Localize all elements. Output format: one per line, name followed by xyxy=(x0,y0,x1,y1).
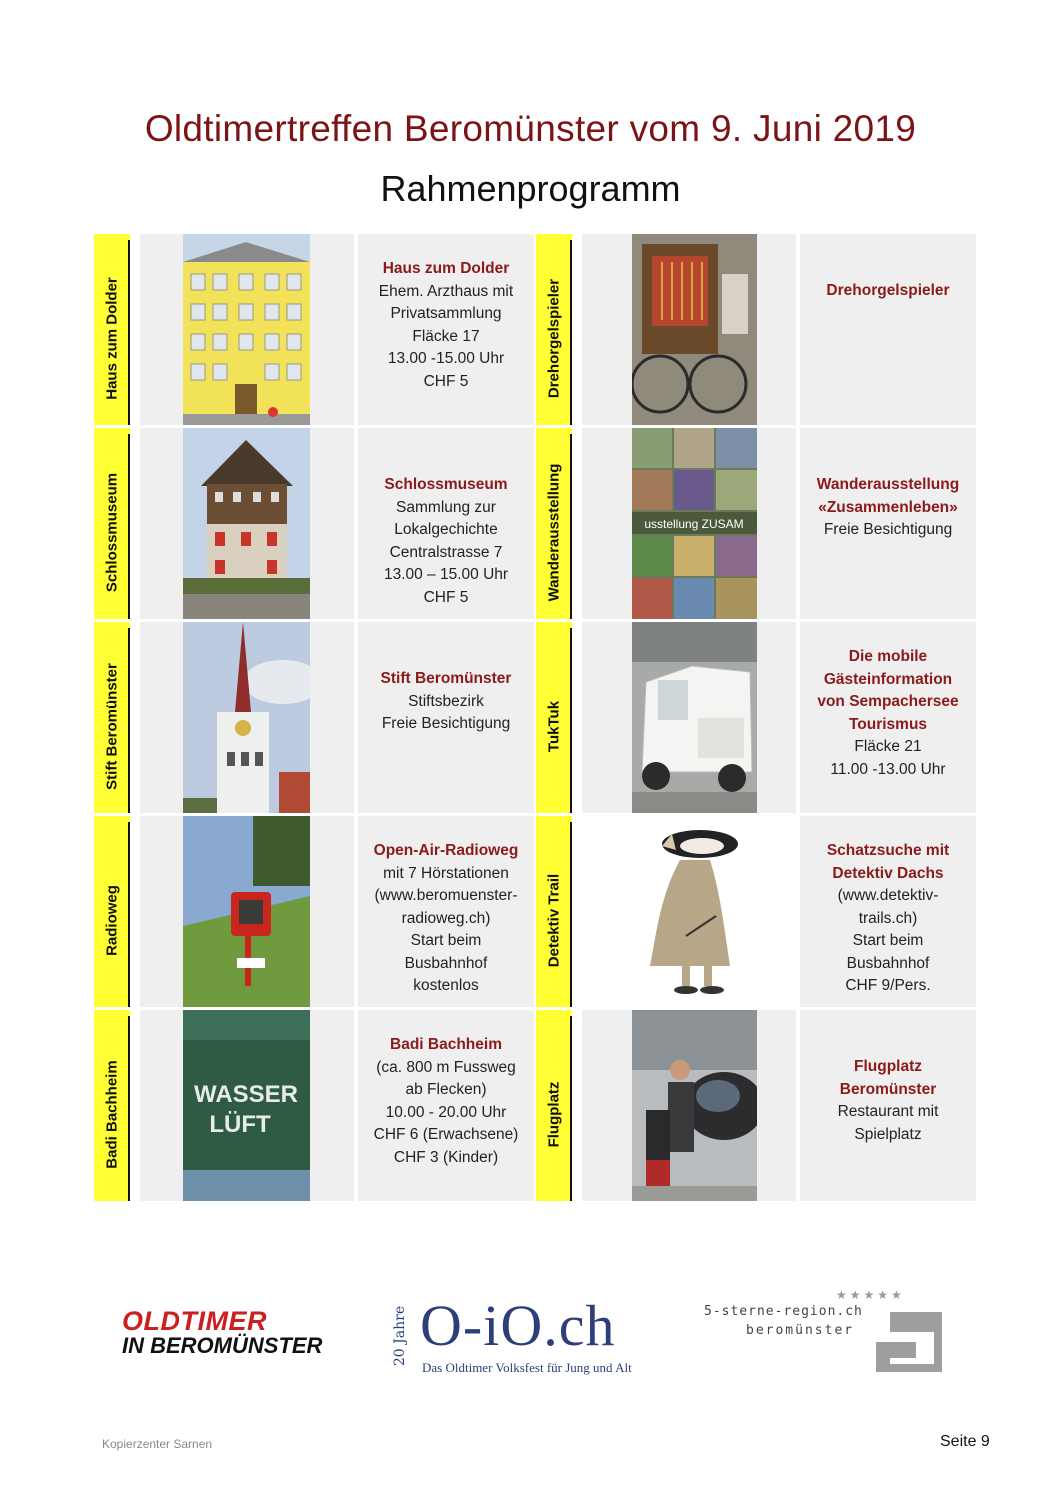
program-line: 11.00 -13.00 Uhr xyxy=(830,760,946,778)
oldtimer-logo: OLDTIMER IN BEROMÜNSTER xyxy=(122,1306,323,1358)
program-line: Spielplatz xyxy=(854,1125,922,1143)
program-line: CHF 5 xyxy=(423,372,469,390)
program-line: kostenlos xyxy=(413,977,479,994)
program-line: Stiftsbezirk xyxy=(408,692,484,710)
photo-detektiv-dachs xyxy=(620,816,770,1007)
program-head: Tourismus xyxy=(848,715,928,733)
photo-radioweg xyxy=(183,816,310,1007)
program-item-stift-beromuenster xyxy=(94,622,534,815)
photo-tuktuk xyxy=(632,622,757,813)
program-head: Drehorgelspieler xyxy=(826,282,950,299)
program-head: Schlossmuseum xyxy=(384,476,508,493)
program-head: Detektiv Dachs xyxy=(832,864,944,882)
program-line: mit 7 Hörstationen xyxy=(383,864,509,882)
program-line: CHF 6 (Erwachsene) xyxy=(373,1126,519,1143)
program-item-radioweg xyxy=(94,816,534,1009)
program-line: trails.ch) xyxy=(858,909,918,927)
program-item-badi-bachheim xyxy=(94,1010,534,1203)
program-line: (www.beromuenster- xyxy=(374,887,518,904)
program-head: Beromünster xyxy=(839,1080,937,1098)
program-line: (ca. 800 m Fussweg xyxy=(376,1058,516,1076)
program-item-schlossmuseum xyxy=(94,428,534,621)
footer-print-credit: Kopierzenter Sarnen xyxy=(102,1437,213,1451)
footer-logos xyxy=(0,1290,1061,1390)
sterne-region-logo: ★★★★★ 5-sterne-region.ch beromünster xyxy=(700,1290,950,1380)
program-text xyxy=(358,668,534,736)
strip-label: Badi Bachheim xyxy=(103,1060,121,1169)
photo-badi-bachheim xyxy=(183,1010,310,1201)
strip-label: Schlossmuseum xyxy=(103,472,121,593)
program-line: Busbahnhof xyxy=(404,954,488,972)
program-line: CHF 9/Pers. xyxy=(845,977,931,994)
program-line: Lokalgechichte xyxy=(394,521,498,538)
strip-label: Detektiv Trail xyxy=(545,873,563,968)
program-line: Restaurant mit xyxy=(837,1103,939,1120)
program-item-tuktuk xyxy=(536,622,976,815)
strip-label: Haus zum Dolder xyxy=(103,277,121,400)
program-line: Sammlung zur xyxy=(396,498,496,516)
program-text xyxy=(800,840,976,998)
program-line: Start beim xyxy=(410,932,482,949)
program-head: Open-Air-Radioweg xyxy=(373,842,519,859)
program-line: Freie Besichtigung xyxy=(381,715,511,732)
program-text xyxy=(358,474,534,609)
photo-drehorgelspieler xyxy=(632,234,757,425)
program-text xyxy=(358,258,534,393)
photo-text: usstellung ZUSAM xyxy=(644,517,744,531)
program-line: Centralstrasse 7 xyxy=(389,543,503,561)
program-head: Die mobile xyxy=(848,648,928,665)
program-line: CHF 5 xyxy=(423,588,469,606)
program-line: Ehem. Arzthaus mit xyxy=(378,282,514,300)
photo-schlossmuseum xyxy=(183,428,310,619)
program-line: Freie Besichtigung xyxy=(823,521,953,538)
oio-logo: 20 Jahre O-iO.ch Das Oldtimer Volksfest für Jung und Alt xyxy=(392,1293,632,1375)
program-head: Gästeinformation xyxy=(823,670,953,688)
strip-label: Drehorgelspieler xyxy=(545,278,563,399)
page-title: Oldtimertreffen Beromünster vom 9. Juni 2019 xyxy=(144,108,917,149)
strip-label: Flugplatz xyxy=(545,1081,563,1148)
program-text xyxy=(358,1034,534,1169)
program-item-wanderausstellung xyxy=(536,428,976,621)
program-head: von Sempachersee xyxy=(817,693,959,710)
program-item-flugplatz xyxy=(536,1010,976,1203)
program-head: Flugplatz xyxy=(853,1058,923,1075)
program-item-drehorgelspieler xyxy=(536,234,976,427)
program-line: (www.detektiv- xyxy=(837,887,939,904)
program-head: Haus zum Dolder xyxy=(382,260,510,277)
program-grid xyxy=(94,234,974,1200)
program-line: Fläcke 17 xyxy=(412,327,480,345)
photo-haus-zum-dolder xyxy=(183,234,310,425)
photo-text: WASSER xyxy=(193,1081,299,1108)
program-text xyxy=(358,840,534,998)
program-line: 13.00 -15.00 Uhr xyxy=(387,350,505,367)
program-item-detektiv-trail xyxy=(536,816,976,1009)
program-line: Privatsammlung xyxy=(390,305,502,322)
page-number: Seite 9 xyxy=(940,1433,990,1450)
strip-label: TukTuk xyxy=(545,700,563,753)
program-line: radioweg.ch) xyxy=(401,909,491,927)
program-text xyxy=(800,1056,976,1146)
program-line: ab Flecken) xyxy=(405,1081,487,1098)
program-head: Stift Beromünster xyxy=(380,670,512,687)
program-line: 13.00 – 15.00 Uhr xyxy=(383,566,509,583)
program-line: CHF 3 (Kinder) xyxy=(393,1148,499,1166)
program-head: «Zusammenleben» xyxy=(818,498,958,516)
strip-label: Radioweg xyxy=(103,885,121,956)
program-head: Badi Bachheim xyxy=(390,1036,502,1053)
strip-label: Wanderausstellung xyxy=(545,463,563,602)
program-text xyxy=(800,474,976,542)
page-subtitle: Rahmenprogramm xyxy=(380,168,681,209)
five-mark-icon xyxy=(870,1302,942,1372)
program-line: Start beim xyxy=(852,932,924,949)
photo-flugplatz xyxy=(632,1010,757,1201)
photo-wanderausstellung xyxy=(632,428,757,619)
program-item-haus-zum-dolder xyxy=(94,234,534,427)
program-line: Busbahnhof xyxy=(846,954,930,972)
program-head: Wanderausstellung xyxy=(816,476,960,493)
program-line: Fläcke 21 xyxy=(854,738,922,755)
strip-label: Stift Beromünster xyxy=(103,663,121,790)
program-line: 10.00 - 20.00 Uhr xyxy=(385,1103,507,1121)
program-head: Schatzsuche mit xyxy=(826,842,950,859)
photo-stift-beromuenster xyxy=(183,622,310,813)
photo-text: LÜFT xyxy=(209,1111,271,1138)
program-text xyxy=(800,280,976,303)
stars-icon: ★★★★★ xyxy=(836,1288,905,1302)
program-text xyxy=(800,646,976,781)
